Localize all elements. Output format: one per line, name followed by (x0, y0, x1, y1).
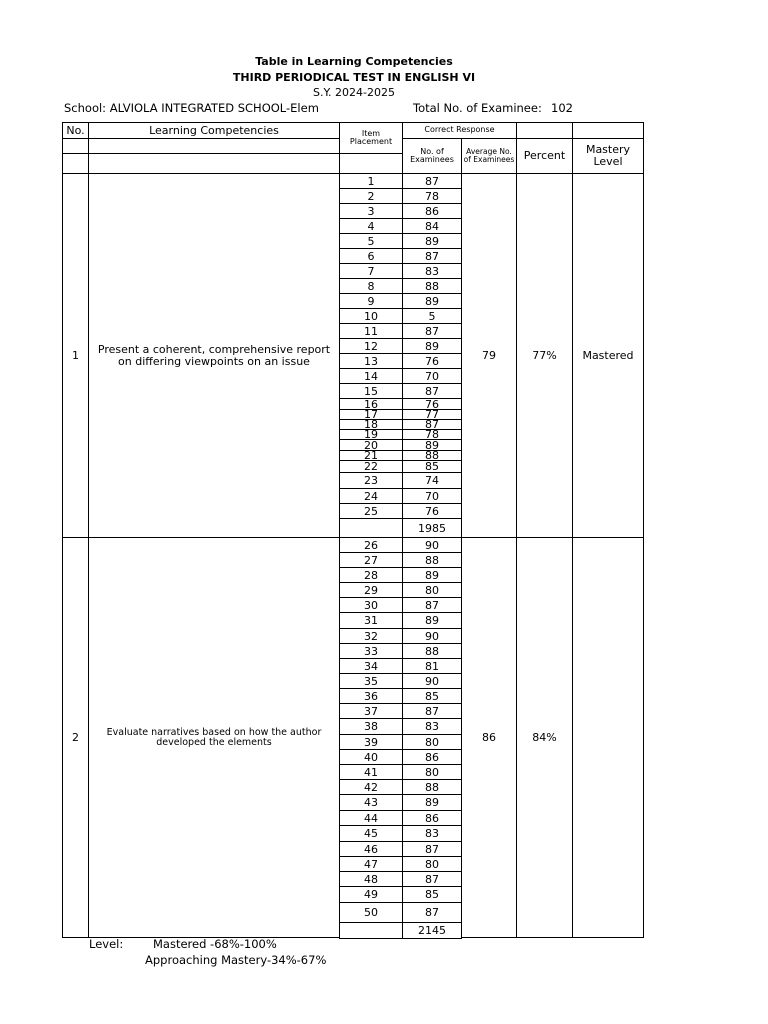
school-year: S.Y. 2024-2025 (313, 86, 395, 99)
legend-level-label: Level: (89, 937, 124, 951)
item-placement-cell: 27 (339, 552, 403, 568)
header-blank-1 (516, 122, 573, 139)
header-item-placement: Item Placement (339, 122, 403, 154)
no-of-examinees-cell: 85 (402, 460, 462, 473)
header-correct-response: Correct Response (402, 122, 517, 139)
no-of-examinees-cell: 87 (402, 902, 462, 923)
item-placement-cell: 13 (339, 353, 403, 369)
competency-2-no: 2 (62, 537, 89, 938)
no-of-examinees-cell: 90 (402, 628, 462, 644)
no-of-examinees-cell: 90 (402, 673, 462, 689)
item-placement-cell: 50 (339, 902, 403, 923)
no-of-examinees-cell: 78 (402, 188, 462, 204)
competency-1-mastery: Mastered (572, 173, 644, 538)
no-of-examinees-cell: 83 (402, 825, 462, 842)
item-placement-cell: 46 (339, 841, 403, 857)
no-of-examinees-cell: 88 (402, 278, 462, 294)
no-of-examinees-cell: 87 (402, 703, 462, 719)
competency-1-no: 1 (62, 173, 89, 538)
item-placement-cell: 38 (339, 718, 403, 735)
no-of-examinees-cell: 80 (402, 856, 462, 872)
total-row-blank (339, 922, 403, 939)
no-of-examinees-cell: 86 (402, 749, 462, 765)
no-of-examinees-cell: 83 (402, 718, 462, 735)
header-average-no-of-examinees: Average No. of Examinees (461, 138, 517, 174)
header-blank-7 (339, 153, 403, 174)
no-of-examinees-cell: 81 (402, 658, 462, 674)
item-placement-cell: 9 (339, 293, 403, 309)
item-placement-cell: 45 (339, 825, 403, 842)
no-of-examinees-cell: 76 (402, 398, 462, 410)
header-blank-2 (572, 122, 644, 139)
item-placement-cell: 33 (339, 643, 403, 659)
no-of-examinees-cell: 87 (402, 841, 462, 857)
header-blank-4 (88, 138, 340, 154)
no-of-examinees-cell: 88 (402, 450, 462, 461)
competency-2-average: 86 (461, 537, 517, 938)
item-placement-cell: 2 (339, 188, 403, 204)
item-placement-cell: 18 (339, 419, 403, 430)
no-of-examinees-cell: 85 (402, 886, 462, 903)
item-placement-cell: 6 (339, 248, 403, 264)
no-of-examinees-cell: 78 (402, 429, 462, 440)
item-placement-cell: 35 (339, 673, 403, 689)
item-placement-cell: 14 (339, 368, 403, 384)
no-of-examinees-cell: 87 (402, 383, 462, 399)
no-of-examinees-cell: 80 (402, 582, 462, 598)
no-of-examinees-cell: 84 (402, 218, 462, 234)
no-of-examinees-cell: 70 (402, 488, 462, 504)
item-placement-cell: 36 (339, 688, 403, 704)
competency-1-percent: 77% (516, 173, 573, 538)
no-of-examinees-cell: 88 (402, 779, 462, 795)
header-blank-5 (62, 153, 89, 174)
no-of-examinees-cell: 87 (402, 871, 462, 887)
item-placement-cell: 34 (339, 658, 403, 674)
no-of-examinees-cell: 74 (402, 472, 462, 489)
item-placement-cell: 44 (339, 810, 403, 826)
legend-approaching: Approaching Mastery-34%-67% (145, 953, 327, 967)
header-learning-competencies: Learning Competencies (88, 122, 340, 139)
no-of-examinees-cell: 86 (402, 810, 462, 826)
no-of-examinees-cell: 88 (402, 643, 462, 659)
no-of-examinees-cell: 76 (402, 503, 462, 519)
header-mastery-level: Mastery Level (572, 138, 644, 174)
item-placement-cell: 40 (339, 749, 403, 765)
item-placement-cell: 26 (339, 537, 403, 553)
item-placement-cell: 12 (339, 338, 403, 354)
item-placement-cell: 32 (339, 628, 403, 644)
header-no: No. (62, 122, 89, 139)
no-of-examinees-cell: 77 (402, 409, 462, 420)
no-of-examinees-cell: 87 (402, 419, 462, 430)
no-of-examinees-cell: 87 (402, 248, 462, 264)
no-of-examinees-cell: 89 (402, 439, 462, 451)
item-placement-cell: 43 (339, 794, 403, 811)
item-placement-cell: 7 (339, 263, 403, 279)
competency-1-average: 79 (461, 173, 517, 538)
item-placement-cell: 8 (339, 278, 403, 294)
item-placement-cell: 30 (339, 597, 403, 613)
no-of-examinees-cell: 87 (402, 597, 462, 613)
no-of-examinees-cell: 87 (402, 173, 462, 189)
item-placement-cell: 42 (339, 779, 403, 795)
header-percent: Percent (516, 138, 573, 174)
item-placement-cell: 3 (339, 203, 403, 219)
no-of-examinees-cell: 70 (402, 368, 462, 384)
header-blank-6 (88, 153, 340, 174)
item-placement-cell: 37 (339, 703, 403, 719)
total-examinee-label: Total No. of Examinee: (413, 101, 542, 115)
item-placement-cell: 15 (339, 383, 403, 399)
item-placement-cell: 23 (339, 472, 403, 489)
examinees-total: 1985 (402, 518, 462, 538)
item-placement-cell: 41 (339, 764, 403, 780)
report-title: Table in Learning Competencies (255, 55, 453, 68)
item-placement-cell: 49 (339, 886, 403, 903)
no-of-examinees-cell: 83 (402, 263, 462, 279)
item-placement-cell: 16 (339, 398, 403, 410)
competency-2-description: Evaluate narratives based on how the author developed the elements (88, 537, 340, 938)
no-of-examinees-cell: 88 (402, 552, 462, 568)
item-placement-cell: 48 (339, 871, 403, 887)
item-placement-cell: 17 (339, 409, 403, 420)
item-placement-cell: 25 (339, 503, 403, 519)
item-placement-cell: 5 (339, 233, 403, 249)
item-placement-cell: 4 (339, 218, 403, 234)
item-placement-cell: 1 (339, 173, 403, 189)
item-placement-cell: 28 (339, 567, 403, 583)
total-row-blank (339, 518, 403, 538)
no-of-examinees-cell: 89 (402, 293, 462, 309)
competency-2-percent: 84% (516, 537, 573, 938)
report-subtitle: THIRD PERIODICAL TEST IN ENGLISH VI (232, 71, 476, 84)
no-of-examinees-cell: 89 (402, 567, 462, 583)
total-examinee-value: 102 (551, 101, 573, 115)
no-of-examinees-cell: 76 (402, 353, 462, 369)
no-of-examinees-cell: 90 (402, 537, 462, 553)
no-of-examinees-cell: 89 (402, 233, 462, 249)
no-of-examinees-cell: 85 (402, 688, 462, 704)
item-placement-cell: 29 (339, 582, 403, 598)
item-placement-cell: 39 (339, 734, 403, 750)
no-of-examinees-cell: 80 (402, 734, 462, 750)
competency-2-mastery (572, 537, 644, 938)
item-placement-cell: 20 (339, 439, 403, 451)
item-placement-cell: 31 (339, 612, 403, 629)
competency-1-description: Present a coherent, comprehensive report on differing viewpoints on an issue (88, 173, 340, 538)
header-no-of-examinees: No. of Examinees (402, 138, 462, 174)
no-of-examinees-cell: 89 (402, 794, 462, 811)
no-of-examinees-cell: 5 (402, 308, 462, 324)
item-placement-cell: 24 (339, 488, 403, 504)
item-placement-cell: 47 (339, 856, 403, 872)
legend-mastered: Mastered -68%-100% (153, 937, 277, 951)
item-placement-cell: 19 (339, 429, 403, 440)
item-placement-cell: 10 (339, 308, 403, 324)
no-of-examinees-cell: 80 (402, 764, 462, 780)
no-of-examinees-cell: 87 (402, 323, 462, 339)
header-blank-3 (62, 138, 89, 154)
no-of-examinees-cell: 89 (402, 612, 462, 629)
item-placement-cell: 21 (339, 450, 403, 461)
item-placement-cell: 22 (339, 460, 403, 473)
examinees-total: 2145 (402, 922, 462, 939)
item-placement-cell: 11 (339, 323, 403, 339)
school-name: School: ALVIOLA INTEGRATED SCHOOL-Elem (64, 101, 319, 115)
no-of-examinees-cell: 89 (402, 338, 462, 354)
no-of-examinees-cell: 86 (402, 203, 462, 219)
